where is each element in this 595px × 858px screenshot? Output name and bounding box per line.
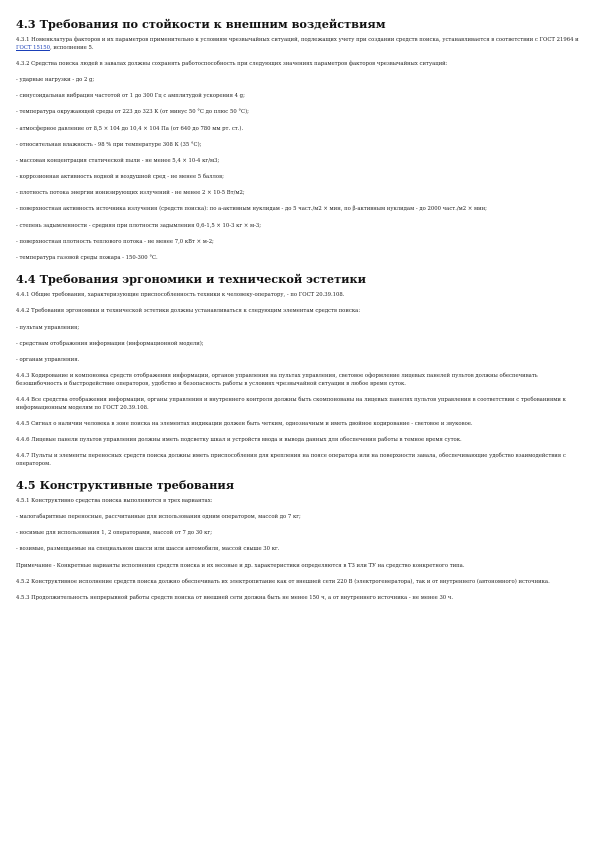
paragraph	[16, 142, 579, 150]
section-heading: 4.5 Конструктивные требования	[16, 477, 235, 492]
paragraph-text: - пультам управления;	[16, 324, 80, 331]
paragraph-text: 4.4.2 Требования эргономики и технической эстетики должны устанавливаться к следующим элементам средств поиска:	[16, 308, 361, 315]
paragraph	[16, 126, 579, 134]
paragraph	[16, 37, 579, 52]
paragraph-text: - органам управления.	[16, 356, 80, 363]
paragraph	[16, 61, 579, 69]
paragraph	[16, 206, 579, 214]
paragraph-text: 4.5.3 Продолжительность непрерывной работы средств поиска от внешней сети должна быть не менее 150 ч, а от внутреннего источника - не менее 30 ч.	[16, 595, 454, 601]
paragraph	[16, 341, 579, 349]
paragraph-text: 4.4.3 Кодирование и компоновка средств отображения информации, органов управления на пультах управления, световое оформление лицевых панелей пультов должны обеспечивать безошибочность и быстродействие операторов, удобство и безопасность работы в условиях чрезвычайной ситуации в любое время суток.	[16, 373, 538, 387]
paragraph	[16, 530, 579, 538]
paragraph-text: 4.4.4 Все средства отображения информации, органы управления и внутреннего контроля должны быть скомпонованы на лицевых панелях пультов управления в соответствии с требованиями к информационным моделям по ГОСТ 20.39.108.	[16, 396, 566, 411]
paragraph-text: 4.4.7 Пульты и элементы переносных средств поиска должны иметь приспособления для крепления на поясе оператора или на поверхности завала, обеспечивающие удобство взаимодействия с оператором.	[16, 453, 566, 467]
paragraph-text: - относительная влажность - 98 % при температуре 308 К (35 °С);	[16, 141, 202, 148]
paragraph-text: - атмосферное давление от 8,5 × 104 до 10,4 × 104 Па (от 640 до 780 мм рт. ст.).	[16, 125, 244, 132]
paragraph-text: 4.3.1 Номенклатура факторов и их параметров применительно к условиям чрезвычайных ситуаций, подлежащих учету при создании средств поиска, устанавливается в соответствии с ГОСТ 21964 и	[16, 37, 579, 43]
paragraph	[16, 308, 579, 316]
paragraph-text: - коррозионная активность водной и воздушной сред - не менее 5 баллов;	[16, 174, 224, 181]
paragraph-text: - плотность потока энергии ионизирующих излучений - не менее 2 × 10-5 Вт/м2;	[16, 190, 245, 197]
document-content	[16, 16, 579, 603]
paragraph-text: - средствам отображения информации (информационной модели);	[16, 340, 204, 347]
paragraph-text: - возимые, размещаемые на специальном шасси или шасси автомобиля, массой свыше 30 кг.	[16, 546, 280, 553]
section-heading: 4.4 Требования эргономики и технической эстетики	[16, 272, 367, 287]
paragraph-text: 4.4.6 Лицевые панели пультов управления должны иметь подсветку шкал и устройств ввода и вывода данных для обеспечения работы в темное время суток.	[16, 436, 462, 443]
paragraph-text: - температура окружающей среды от 223 до 323 К (от минус 50 °С до плюс 50 °С);	[16, 109, 249, 116]
paragraph	[16, 292, 579, 300]
paragraph-text: 4.4.5 Сигнал о наличии человека в зоне поиска на элементах индикации должен быть четким, однозначным и иметь двойное кодирование - световое и звуковое.	[16, 420, 473, 427]
paragraph	[16, 158, 579, 166]
paragraph	[16, 373, 579, 388]
paragraph-text: 4.3.2 Средства поиска людей в завалах должны сохранять работоспособность при следующих значениях параметров факторов чрезвычайных ситуаций:	[16, 60, 448, 67]
paragraph-text: - поверхностная плотность теплового потока - не менее 7,0 кВт × м-2;	[16, 238, 214, 245]
paragraph-text: - степень задымленности - средняя при плотности задымления 0,6-1,5 × 10-3 кг × м-3;	[16, 222, 262, 229]
paragraph	[16, 563, 579, 571]
paragraph-text: 4.5.2 Конструктивное исполнение средств поиска должно обеспечивать их электропитание как от внешней сети 220 В (электрогенератора), так и от внутреннего (автономного) источника.	[16, 578, 550, 585]
paragraph	[16, 397, 579, 412]
paragraph	[16, 453, 579, 468]
paragraph	[16, 239, 579, 247]
paragraph	[16, 357, 579, 365]
paragraph	[16, 93, 579, 101]
paragraph-text: - температура газовой среды пожара - 150-300 °С.	[16, 255, 158, 262]
paragraph	[16, 325, 579, 333]
paragraph-text: - ударные нагрузки - до 2 g;	[16, 76, 95, 83]
paragraph	[16, 190, 579, 198]
paragraph	[16, 77, 579, 85]
paragraph	[16, 255, 579, 263]
paragraph-text: 4.5.1 Конструктивно средства поиска выполняются в трех вариантах:	[16, 497, 213, 504]
paragraph	[16, 437, 579, 445]
paragraph-text: - поверхностная активность источника излучения (средств поиска): по а-активным нуклидам - до 5 част./м2 × мин, по β-активным нуклидам - до 2000 част./м2 × мин;	[16, 206, 487, 213]
paragraph	[16, 546, 579, 554]
paragraph-text: - массовая концентрация статической пыли - не менее 5,4 × 10-4 кг/м3;	[16, 157, 220, 164]
paragraph-text: 4.4.1 Общие требования, характеризующие приспособленность техники к человеку-оператору, - по ГОСТ 20.39.108.	[16, 292, 345, 299]
paragraph	[16, 595, 579, 603]
paragraph-text: Примечание - Конкретные варианты исполнения средств поиска и их весовые и др. характеристики определяются в ТЗ или ТУ на средство конкретного типа.	[16, 562, 465, 569]
paragraph-text: - малогабаритные переносные, рассчитанные для использования одним оператором, массой до 7 кг;	[16, 514, 301, 521]
paragraph	[16, 421, 579, 429]
standard-link[interactable]: ГОСТ 15150	[16, 44, 50, 51]
paragraph-text: , исполнение 5.	[49, 44, 94, 51]
paragraph-text: - носимые для использования 1, 2 операторами, массой от 7 до 30 кг;	[16, 530, 213, 537]
paragraph-text: - синусоидальная вибрация частотой от 1 до 300 Гц с амплитудой ускорения 4 g;	[16, 93, 245, 100]
paragraph	[16, 579, 579, 587]
paragraph	[16, 498, 579, 506]
paragraph	[16, 174, 579, 182]
section-heading: 4.3 Требования по стойкости к внешним воздействиям	[16, 17, 386, 31]
paragraph	[16, 109, 579, 117]
paragraph	[16, 514, 579, 522]
paragraph	[16, 223, 579, 231]
